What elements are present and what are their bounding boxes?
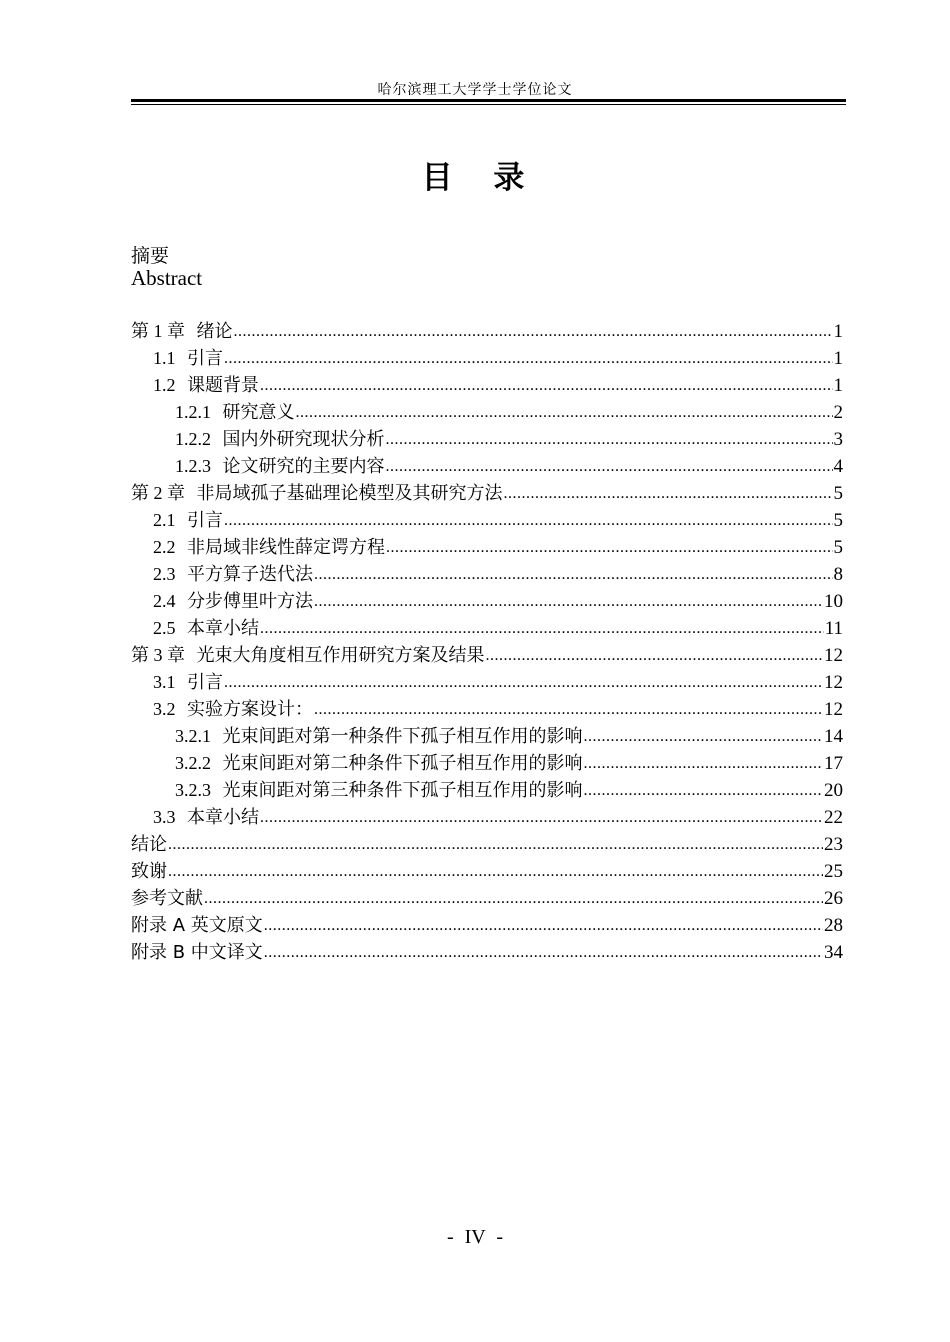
toc-entry[interactable] <box>131 804 843 831</box>
toc-leader-dots <box>224 507 833 534</box>
toc-entry-label <box>131 642 484 669</box>
toc-entry-page: 2 <box>833 402 843 423</box>
header-rule-thin <box>131 104 846 105</box>
toc-entry-label <box>153 696 313 723</box>
toc-leader-dots <box>583 723 823 750</box>
toc-entry-number: 2.2 <box>153 537 176 557</box>
toc-leader-dots <box>264 939 823 966</box>
toc-entry-page: 26 <box>824 888 843 909</box>
toc-entry-label <box>153 507 223 534</box>
toc-entry-page: 12 <box>824 699 843 720</box>
toc-entry-title: 光束间距对第二种条件下孤子相互作用的影响 <box>222 753 583 774</box>
toc-entry[interactable] <box>131 831 843 858</box>
toc-entry-label <box>175 750 582 777</box>
toc-leader-dots <box>260 804 823 831</box>
toc-entry-number: 3.2 <box>153 699 176 719</box>
toc-leader-dots <box>583 750 823 777</box>
toc-leader-dots <box>295 399 832 426</box>
toc-entry-page: 20 <box>824 780 843 801</box>
toc-entry-title: 结论 <box>131 834 167 855</box>
toc-entry[interactable] <box>131 426 843 453</box>
toc-entry[interactable] <box>131 723 843 750</box>
toc-entry-number: 1.2 <box>153 375 176 395</box>
toc-entry-title: 分步傅里叶方法 <box>186 591 313 612</box>
toc-entry-number: 第 2 章 <box>131 483 185 503</box>
toc-entry-label <box>153 372 259 399</box>
table-of-contents <box>131 318 843 966</box>
toc-entry[interactable] <box>131 345 843 372</box>
toc-entry[interactable] <box>131 534 843 561</box>
toc-entry-title: 附录 B 中文译文 <box>131 942 263 963</box>
toc-leader-dots <box>386 534 833 561</box>
toc-entry-label <box>153 534 385 561</box>
toc-entry-number: 第 1 章 <box>131 321 185 341</box>
toc-entry-number: 1.2.3 <box>175 456 211 476</box>
toc-entry-label <box>175 426 384 453</box>
toc-entry-page: 4 <box>833 456 843 477</box>
toc-entry-page: 22 <box>824 807 843 828</box>
toc-entry-label <box>153 669 223 696</box>
toc-entry[interactable] <box>131 588 843 615</box>
toc-entry[interactable] <box>131 372 843 399</box>
header-rule-thick <box>131 99 846 102</box>
toc-leader-dots <box>260 615 824 642</box>
toc-entry-label <box>175 777 582 804</box>
toc-entry-number: 1.1 <box>153 348 176 368</box>
toc-entry[interactable] <box>131 642 843 669</box>
toc-entry-title: 研究意义 <box>222 402 295 423</box>
toc-entry-page: 23 <box>824 834 843 855</box>
toc-leader-dots <box>485 642 823 669</box>
toc-entry-number: 3.2.2 <box>175 753 211 773</box>
toc-entry-label <box>175 399 294 426</box>
toc-entry-title: 附录 A 英文原文 <box>131 915 263 936</box>
toc-entry-page: 8 <box>833 564 843 585</box>
front-matter-abstract-cn[interactable]: 摘要 <box>131 245 170 267</box>
toc-entry-label <box>131 858 167 885</box>
toc-leader-dots <box>503 480 832 507</box>
toc-entry-number: 第 3 章 <box>131 645 185 665</box>
toc-leader-dots <box>168 831 823 858</box>
toc-leader-dots <box>204 885 823 912</box>
toc-entry[interactable] <box>131 669 843 696</box>
toc-entry-title: 致谢 <box>131 861 167 882</box>
toc-entry-label <box>175 453 384 480</box>
toc-entry-page: 25 <box>824 861 843 882</box>
toc-entry-title: 国内外研究现状分析 <box>222 429 385 450</box>
toc-entry-number: 3.2.1 <box>175 726 211 746</box>
toc-entry[interactable] <box>131 939 843 966</box>
toc-entry-page: 1 <box>833 375 843 396</box>
toc-entry-label <box>153 561 313 588</box>
toc-entry-title: 引言 <box>186 348 223 369</box>
toc-entry-number: 3.2.3 <box>175 780 211 800</box>
toc-entry-page: 5 <box>833 483 843 504</box>
toc-entry[interactable] <box>131 480 843 507</box>
toc-entry-page: 28 <box>824 915 843 936</box>
toc-entry-title: 非局域孤子基础理论模型及其研究方法 <box>196 483 503 504</box>
toc-entry[interactable] <box>131 318 843 345</box>
toc-entry[interactable] <box>131 858 843 885</box>
toc-entry-number: 1.2.2 <box>175 429 211 449</box>
toc-entry-title: 引言 <box>186 510 223 531</box>
toc-leader-dots <box>385 426 832 453</box>
toc-entry-page: 17 <box>824 753 843 774</box>
toc-entry-number: 2.4 <box>153 591 176 611</box>
page-number: - IV - <box>446 1226 504 1248</box>
toc-entry[interactable] <box>131 399 843 426</box>
toc-entry-label <box>153 615 259 642</box>
toc-entry-number: 3.1 <box>153 672 176 692</box>
toc-entry-page: 1 <box>833 321 843 342</box>
toc-entry-number: 3.3 <box>153 807 176 827</box>
toc-entry[interactable] <box>131 615 843 642</box>
toc-entry-page: 12 <box>824 672 843 693</box>
toc-entry-title: 课题背景 <box>186 375 259 396</box>
toc-entry-page: 5 <box>833 510 843 531</box>
toc-entry-number: 2.5 <box>153 618 176 638</box>
toc-entry[interactable] <box>131 777 843 804</box>
toc-entry-page: 14 <box>824 726 843 747</box>
toc-entry-title: 非局域非线性薛定谔方程 <box>186 537 385 558</box>
toc-entry[interactable] <box>131 696 843 723</box>
running-header: 哈尔滨理工大学学士学位论文 <box>377 82 573 98</box>
toc-entry[interactable] <box>131 750 843 777</box>
toc-entry[interactable] <box>131 561 843 588</box>
toc-leader-dots <box>168 858 823 885</box>
toc-entry-number: 1.2.1 <box>175 402 211 422</box>
toc-entry-label <box>153 588 313 615</box>
toc-leader-dots <box>224 345 833 372</box>
toc-leader-dots <box>260 372 833 399</box>
toc-leader-dots <box>314 588 823 615</box>
toc-entry-number: 2.3 <box>153 564 176 584</box>
toc-entry-title: 本章小结 <box>186 618 259 639</box>
toc-entry-title: 参考文献 <box>131 888 203 909</box>
toc-entry-number: 2.1 <box>153 510 176 530</box>
toc-entry-title: 论文研究的主要内容 <box>222 456 385 477</box>
toc-entry-page: 12 <box>824 645 843 666</box>
toc-leader-dots <box>385 453 832 480</box>
toc-entry-page: 1 <box>833 348 843 369</box>
toc-leader-dots <box>233 318 832 345</box>
toc-leader-dots <box>314 561 833 588</box>
toc-entry-label <box>131 480 502 507</box>
toc-entry[interactable] <box>131 507 843 534</box>
toc-entry-label <box>131 939 263 966</box>
toc-entry-title: 本章小结 <box>186 807 259 828</box>
toc-entry-label <box>175 723 582 750</box>
toc-entry-label <box>131 318 232 345</box>
toc-leader-dots <box>583 777 823 804</box>
toc-entry-label <box>153 345 223 372</box>
toc-entry-title: 实验方案设计： <box>186 699 313 720</box>
toc-entry-title: 绪论 <box>196 321 233 342</box>
toc-leader-dots <box>224 669 823 696</box>
toc-entry-label <box>131 912 263 939</box>
toc-entry[interactable] <box>131 453 843 480</box>
toc-entry[interactable] <box>131 912 843 939</box>
toc-entry-title: 光束大角度相互作用研究方案及结果 <box>196 645 485 666</box>
front-matter-abstract-en[interactable]: Abstract <box>131 266 203 290</box>
toc-leader-dots <box>264 912 823 939</box>
toc-entry-page: 11 <box>824 618 843 639</box>
toc-entry-title: 光束间距对第三种条件下孤子相互作用的影响 <box>222 780 583 801</box>
toc-entry-label <box>131 831 167 858</box>
toc-entry-page: 10 <box>824 591 843 612</box>
page-title: 目 录 <box>421 160 529 196</box>
toc-entry-title: 平方算子迭代法 <box>186 564 313 585</box>
toc-entry-page: 3 <box>833 429 843 450</box>
toc-entry-page: 34 <box>824 942 843 963</box>
toc-entry-label <box>131 885 203 912</box>
toc-entry-page: 5 <box>833 537 843 558</box>
toc-entry-title: 引言 <box>186 672 223 693</box>
toc-entry-label <box>153 804 259 831</box>
toc-entry-title: 光束间距对第一种条件下孤子相互作用的影响 <box>222 726 583 747</box>
toc-leader-dots <box>314 696 823 723</box>
toc-entry[interactable] <box>131 885 843 912</box>
